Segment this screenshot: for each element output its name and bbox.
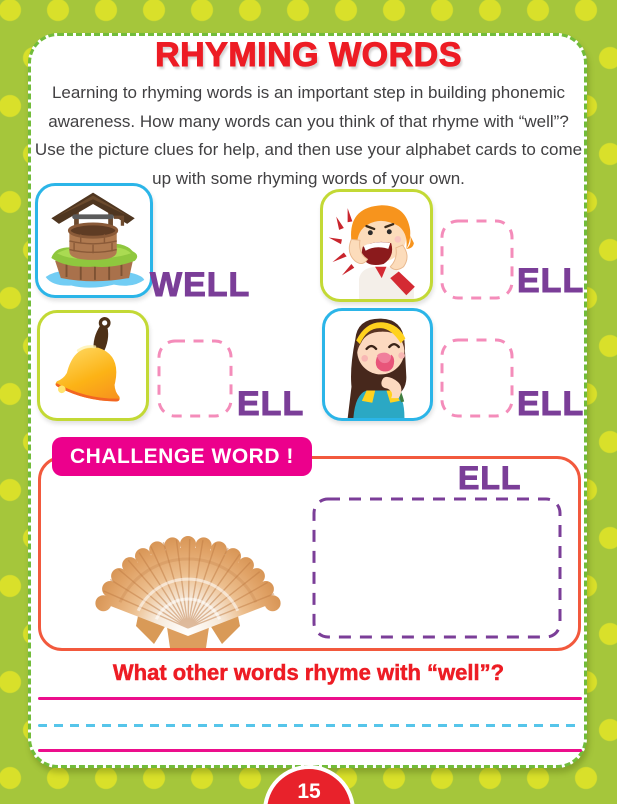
challenge-badge: CHALLENGE WORD ! [52, 437, 312, 476]
seashell-illustration [88, 466, 290, 652]
page-number: 15 [297, 780, 321, 803]
hand-bell-illustration [40, 313, 146, 418]
writing-line-middle-dashed[interactable] [38, 724, 582, 727]
rhyme-word-smell: ELL [517, 385, 585, 423]
answer-slot-yell[interactable] [440, 219, 514, 300]
page-title: RHYMING WORDS [155, 36, 462, 74]
challenge-word: ELL [458, 460, 522, 496]
picture-card-bell [37, 310, 149, 421]
answer-slot-smell[interactable] [440, 338, 514, 418]
picture-card-well [35, 183, 153, 298]
wishing-well-illustration [38, 186, 150, 295]
question-text: What other words rhyme with “well”? [112, 660, 505, 685]
picture-card-yell [320, 189, 433, 302]
writing-line-top[interactable] [38, 697, 582, 700]
page-number-badge [263, 765, 355, 804]
challenge-answer-slot[interactable] [312, 497, 562, 639]
answer-slot-bell[interactable] [157, 339, 233, 418]
rhyme-word-well: WELL [150, 266, 251, 304]
boy-yelling-illustration [323, 192, 430, 299]
intro-paragraph: Learning to rhyming words is an important step in building phonemic awareness. How many words can you think of that rhyme with “well”? Use the picture clues for help, and then use your alphabet cards to come up with some rhyming words of your own. [34, 83, 583, 188]
picture-challenge-shell [88, 466, 290, 652]
girl-smelling-flower-illustration [325, 311, 430, 418]
rhyme-word-bell: ELL [237, 385, 305, 423]
picture-card-smell [322, 308, 433, 421]
rhyme-word-yell: ELL [517, 262, 585, 300]
writing-line-bottom[interactable] [38, 749, 582, 752]
